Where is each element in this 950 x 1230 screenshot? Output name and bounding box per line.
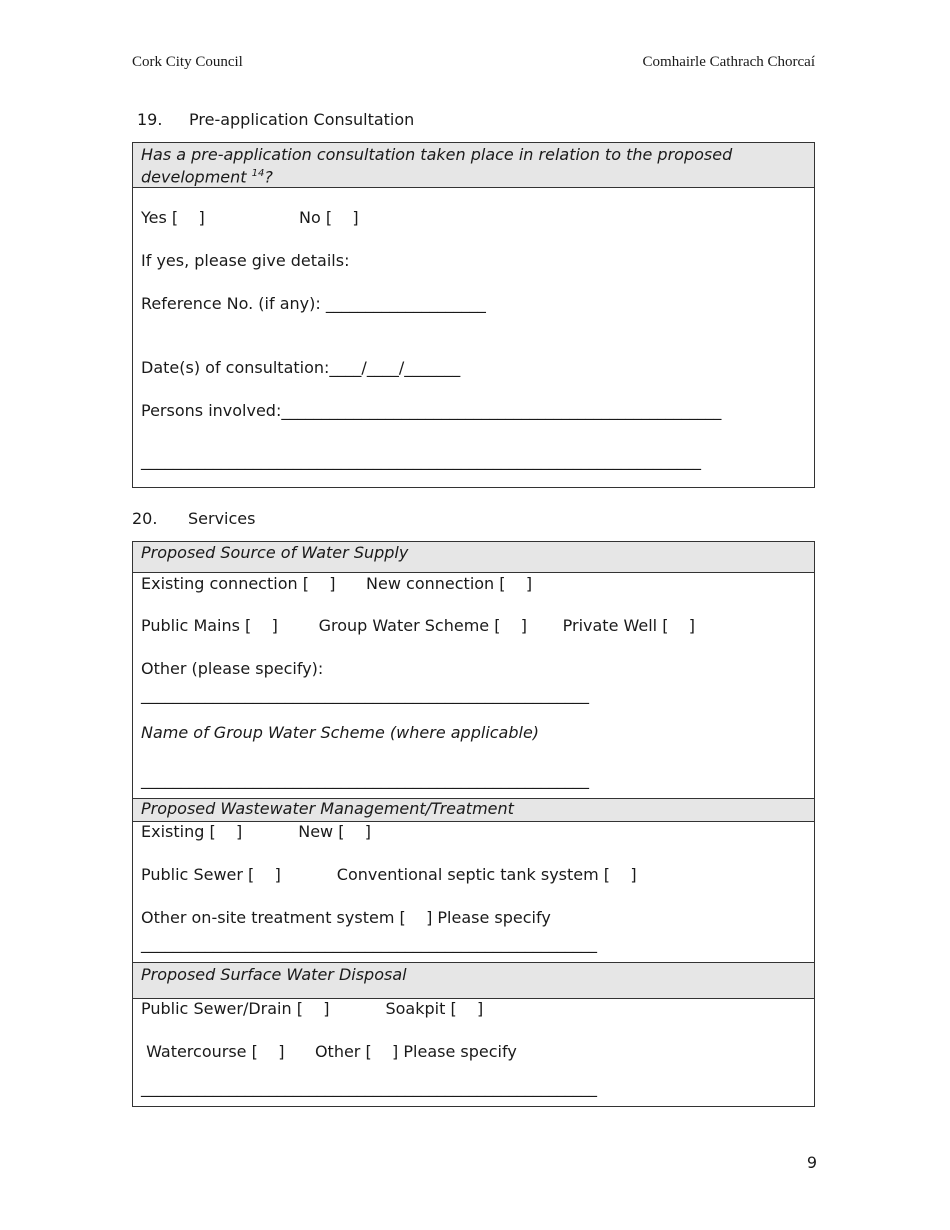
persons-involved-field[interactable]: Persons involved:_______________________________________________________ — [141, 401, 722, 420]
persons-involved-line-2[interactable]: ______________________________________________________________________ — [141, 451, 701, 470]
section-19-box — [132, 142, 815, 488]
wastewater-system-options[interactable]: Public Sewer [ ] Conventional septic tank system [ ] — [141, 865, 637, 884]
page-number: 9 — [806, 1153, 817, 1172]
details-label: If yes, please give details: — [141, 251, 350, 270]
water-other-label: Other (please specify): — [141, 659, 324, 678]
section-20-box — [132, 541, 815, 1107]
section-19-title — [137, 110, 414, 129]
consultation-question-text: Has a pre-application consultation taken place in relation to the proposed development — [141, 145, 733, 187]
section-19-heading: Pre-application Consultation — [189, 110, 415, 129]
water-connection-options[interactable]: Existing connection [ ] New connection [ ] — [141, 574, 533, 593]
surface-water-heading: Proposed Surface Water Disposal — [133, 962, 814, 999]
consultation-question — [133, 143, 814, 188]
header-council-name-irish: Comhairle Cathrach Chorcaí — [642, 54, 815, 70]
footnote-marker: 14 — [251, 168, 265, 179]
question-mark: ? — [264, 167, 273, 187]
wastewater-other-option[interactable]: Other on-site treatment system [ ] Please specify — [141, 908, 551, 927]
section-19-number: 19. — [137, 110, 163, 129]
surface-water-other-options[interactable]: Watercourse [ ] Other [ ] Please specify — [141, 1042, 517, 1061]
surface-water-other-field[interactable]: _________________________________________________________ — [141, 1078, 597, 1097]
reference-number-field[interactable]: Reference No. (if any): ____________________ — [141, 294, 486, 313]
water-supply-heading: Proposed Source of Water Supply — [133, 542, 814, 573]
water-other-field[interactable]: ________________________________________________________ — [141, 685, 589, 704]
section-20-title — [132, 509, 255, 528]
wastewater-connection-options[interactable]: Existing [ ] New [ ] — [141, 822, 372, 841]
surface-water-options[interactable]: Public Sewer/Drain [ ] Soakpit [ ] — [141, 999, 484, 1018]
wastewater-other-field[interactable]: _________________________________________________________ — [141, 934, 597, 953]
yes-checkbox[interactable]: Yes [ ] — [141, 208, 205, 227]
group-scheme-label: Name of Group Water Scheme (where applicable) — [141, 723, 540, 742]
group-scheme-field[interactable]: ________________________________________________________ — [141, 770, 589, 789]
no-checkbox[interactable]: No [ ] — [299, 208, 359, 227]
header-council-name: Cork City Council — [132, 54, 243, 70]
wastewater-heading: Proposed Wastewater Management/Treatment — [133, 798, 814, 822]
section-20-heading: Services — [188, 509, 256, 528]
water-source-options[interactable]: Public Mains [ ] Group Water Scheme [ ] Private Well [ ] — [141, 616, 696, 635]
section-20-number: 20. — [132, 509, 158, 528]
consultation-date-field[interactable]: Date(s) of consultation:____/____/_______ — [141, 358, 461, 377]
